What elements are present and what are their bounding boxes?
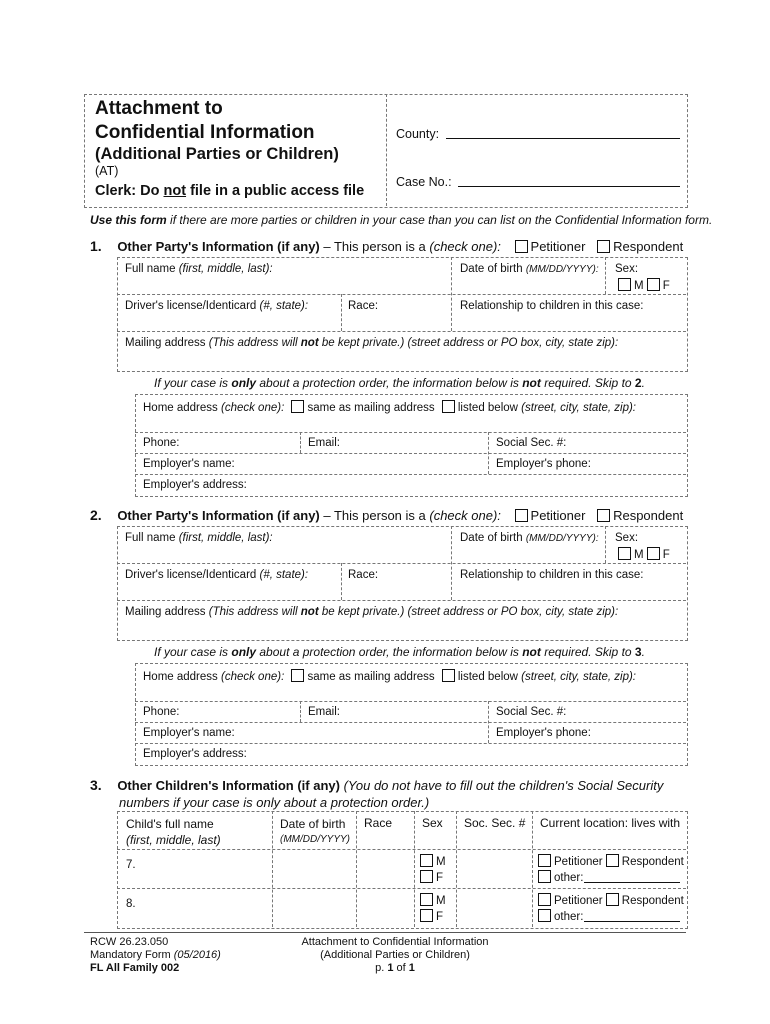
home-label: Home address <box>143 671 221 683</box>
section-3-note-1: (You do not have to fill out the children's Social Security <box>339 778 664 793</box>
child-row-number: 8. <box>126 898 136 910</box>
mailing-a: (This address will <box>208 606 301 618</box>
sex-m-label: M <box>436 856 446 868</box>
full-name-label: Full name <box>125 532 179 544</box>
col-divider <box>341 294 342 331</box>
listed-hint: (street, city, state, zip): <box>521 402 636 414</box>
employer-address-field[interactable]: Employer's address: <box>143 748 247 760</box>
footer-date: (05/2016) <box>173 949 221 961</box>
col-header-dob-2: (MM/DD/YYYY) <box>280 834 350 845</box>
other-label: other: <box>554 872 584 884</box>
sex-f-label: F <box>662 549 670 561</box>
row-divider <box>135 474 686 475</box>
section-2-heading <box>90 507 683 523</box>
case-number-label: Case No.: <box>396 175 452 189</box>
mailing-not: not <box>300 606 319 618</box>
other-label: other: <box>554 911 584 923</box>
sex-f-label: F <box>436 872 444 884</box>
header-divider <box>386 94 387 206</box>
intro-rest: if there are more parties or children in your case than you can list on the Confidential Information form. <box>166 213 713 227</box>
row-divider <box>117 888 686 889</box>
respondent-checkbox[interactable] <box>597 240 610 253</box>
section-2-number: 2. <box>90 507 102 523</box>
sex-m-checkbox[interactable] <box>420 854 433 867</box>
other-checkbox[interactable] <box>538 909 551 922</box>
clerk-pre: Clerk: Do <box>95 183 164 199</box>
same-mailing-label: same as mailing address <box>307 402 435 414</box>
page-number <box>255 962 535 975</box>
license-label: Driver's license/Identicard <box>125 300 260 312</box>
ssn-field[interactable]: Social Sec. #: <box>496 706 567 718</box>
license-hint: (#, state): <box>259 300 309 312</box>
footer-center <box>255 936 535 975</box>
child-sex-options <box>420 854 446 886</box>
row-divider <box>117 600 686 601</box>
col-header-race: Race <box>364 816 393 830</box>
col-divider <box>451 257 452 331</box>
form-code: (AT) <box>95 164 119 178</box>
clerk-post: file in a public access file <box>186 183 365 199</box>
sex-f-label: F <box>436 911 444 923</box>
col-header-dob <box>280 816 350 848</box>
sex-label: Sex: <box>615 263 639 275</box>
mailing-address-field[interactable] <box>125 606 618 618</box>
footer-left <box>90 936 221 975</box>
full-name-hint: (first, middle, last): <box>178 532 273 544</box>
employer-address-field[interactable]: Employer's address: <box>143 479 247 491</box>
sex-m-label: M <box>436 895 446 907</box>
skip-b: about a protection order, the information below is <box>256 645 523 659</box>
listed-hint: (street, city, state, zip): <box>521 671 636 683</box>
full-name-label: Full name <box>125 263 179 275</box>
dob-hint: (MM/DD/YYYY): <box>525 533 599 544</box>
row-divider <box>135 743 686 744</box>
skip-only: only <box>231 645 257 659</box>
sex-m-checkbox[interactable] <box>618 547 631 560</box>
title-line-2: Confidential Information <box>95 122 315 143</box>
col-divider <box>532 811 533 927</box>
mailing-not: not <box>300 337 319 349</box>
email-field[interactable]: Email: <box>308 706 340 718</box>
sex-m-label: M <box>634 280 644 292</box>
footer-center-2: (Additional Parties or Children) <box>320 949 470 961</box>
skip-c: required. Skip to <box>540 645 635 659</box>
col-header-location: Current location: lives with <box>540 816 681 830</box>
skip-target: 2 <box>634 376 642 390</box>
sex-f-checkbox[interactable] <box>420 909 433 922</box>
race-field[interactable]: Race: <box>348 569 379 581</box>
petitioner-checkbox[interactable] <box>538 893 551 906</box>
case-number-field[interactable] <box>458 174 680 187</box>
sex-f-checkbox[interactable] <box>420 870 433 883</box>
col-header-ssn: Soc. Sec. # <box>464 816 526 830</box>
footer-rcw: RCW 26.23.050 <box>90 936 169 948</box>
col-header-dob-1: Date of birth <box>280 817 346 831</box>
col-divider <box>488 701 489 743</box>
same-as-mailing-checkbox[interactable] <box>291 400 304 413</box>
row-divider <box>135 432 686 433</box>
col-divider <box>300 432 301 453</box>
clerk-not: not <box>163 183 187 199</box>
mailing-label: Mailing address <box>125 606 209 618</box>
dob-field[interactable] <box>460 263 599 275</box>
title-line-1: Attachment to <box>95 98 223 119</box>
county-label: County: <box>396 127 440 141</box>
respondent-label: Respondent <box>621 856 684 868</box>
same-mailing-label: same as mailing address <box>307 671 435 683</box>
full-name-hint: (first, middle, last): <box>178 263 273 275</box>
relationship-field[interactable]: Relationship to children in this case: <box>460 569 644 581</box>
skip-a: If your case is <box>154 645 232 659</box>
col-header-name-1: Child's full name <box>126 817 214 831</box>
license-hint: (#, state): <box>259 569 309 581</box>
col-divider <box>451 526 452 600</box>
skip-end: . <box>641 645 645 659</box>
other-field[interactable] <box>584 870 680 883</box>
check-one-label: (check one): <box>429 239 501 254</box>
check-one-label: (check one): <box>429 508 501 523</box>
page-pre: p. <box>375 962 388 974</box>
employer-name-field[interactable]: Employer's name: <box>143 727 235 739</box>
col-divider <box>272 811 273 927</box>
intro-text <box>90 213 712 227</box>
race-field[interactable]: Race: <box>348 300 379 312</box>
skip-note-2 <box>154 645 645 659</box>
col-divider <box>605 257 606 294</box>
other-field[interactable] <box>584 909 680 922</box>
col-divider <box>341 563 342 600</box>
footer-center-1: Attachment to Confidential Information <box>301 936 489 948</box>
skip-not: not <box>522 376 541 390</box>
section-1-number: 1. <box>90 238 102 254</box>
skip-a: If your case is <box>154 376 232 390</box>
license-label: Driver's license/Identicard <box>125 569 260 581</box>
sex-m-label: M <box>634 549 644 561</box>
section-1-lead: – This person is a <box>319 239 430 254</box>
phone-field[interactable]: Phone: <box>143 437 180 449</box>
employer-phone-field[interactable]: Employer's phone: <box>496 458 591 470</box>
mailing-b: be kept private.) (street address or PO box, city, state zip): <box>318 337 619 349</box>
section-2-lead: – This person is a <box>319 508 430 523</box>
row-divider <box>135 701 686 702</box>
county-field[interactable] <box>446 126 680 139</box>
respondent-checkbox[interactable] <box>597 509 610 522</box>
same-as-mailing-checkbox[interactable] <box>291 669 304 682</box>
mailing-b: be kept private.) (street address or PO box, city, state zip): <box>318 606 619 618</box>
skip-target: 3 <box>634 645 642 659</box>
footer-rule <box>84 932 686 933</box>
mailing-a: (This address will <box>208 337 301 349</box>
petitioner-checkbox[interactable] <box>538 854 551 867</box>
col-divider <box>300 701 301 722</box>
col-header-sex: Sex <box>422 816 443 830</box>
page-mid: of <box>393 962 409 974</box>
skip-only: only <box>231 376 257 390</box>
dob-field[interactable] <box>460 532 599 544</box>
listed-below-checkbox[interactable] <box>442 669 455 682</box>
intro-lead: Use this form <box>90 213 167 227</box>
listed-below-label: listed below <box>457 671 522 683</box>
respondent-label: Respondent <box>613 239 684 254</box>
sex-label: Sex: <box>615 532 639 544</box>
sex-f-checkbox[interactable] <box>647 278 660 291</box>
license-field[interactable] <box>125 300 308 312</box>
home-check-hint: (check one): <box>220 671 285 683</box>
ssn-field[interactable]: Social Sec. #: <box>496 437 567 449</box>
sex-f-label: F <box>662 280 670 292</box>
form-subtitle: (Additional Parties or Children) <box>95 145 339 163</box>
form-title <box>95 97 315 145</box>
listed-below-label: listed below <box>457 402 522 414</box>
sex-m-checkbox[interactable] <box>618 278 631 291</box>
footer-mandatory: Mandatory Form <box>90 949 174 961</box>
skip-end: . <box>641 376 645 390</box>
full-name-field[interactable] <box>125 532 273 544</box>
home-address-row <box>143 400 636 414</box>
sex-options <box>618 547 670 561</box>
full-name-field[interactable] <box>125 263 273 275</box>
skip-c: required. Skip to <box>540 376 635 390</box>
row-divider <box>117 331 686 332</box>
child-row-number: 7. <box>126 859 136 871</box>
section-3-heading <box>90 777 663 793</box>
home-address-row <box>143 669 636 683</box>
footer-form-id: FL All Family 002 <box>90 962 180 974</box>
dob-hint: (MM/DD/YYYY): <box>525 264 599 275</box>
sex-m-checkbox[interactable] <box>420 893 433 906</box>
sex-options <box>618 278 670 292</box>
petitioner-checkbox[interactable] <box>515 509 528 522</box>
child-sex-options <box>420 893 446 925</box>
other-checkbox[interactable] <box>538 870 551 883</box>
respondent-checkbox[interactable] <box>606 854 619 867</box>
col-divider <box>456 811 457 927</box>
license-field[interactable] <box>125 569 308 581</box>
mailing-label: Mailing address <box>125 337 209 349</box>
row-divider <box>117 563 686 564</box>
email-field[interactable]: Email: <box>308 437 340 449</box>
petitioner-label: Petitioner <box>554 895 603 907</box>
home-label: Home address <box>143 402 221 414</box>
listed-below-checkbox[interactable] <box>442 400 455 413</box>
skip-b: about a protection order, the information below is <box>256 376 523 390</box>
petitioner-label: Petitioner <box>530 508 586 523</box>
dob-label: Date of birth <box>460 263 526 275</box>
section-1-heading <box>90 238 683 254</box>
clerk-notice <box>95 183 364 199</box>
section-3-note-2: numbers if your case is only about a protection order.) <box>119 795 430 810</box>
employer-phone-field[interactable]: Employer's phone: <box>496 727 591 739</box>
page-current: 1 <box>387 962 394 974</box>
petitioner-label: Petitioner <box>530 239 586 254</box>
col-header-name-2: (first, middle, last) <box>126 833 221 847</box>
petitioner-label: Petitioner <box>554 856 603 868</box>
petitioner-checkbox[interactable] <box>515 240 528 253</box>
skip-note-1 <box>154 376 645 390</box>
skip-not: not <box>522 645 541 659</box>
col-divider <box>605 526 606 563</box>
col-divider <box>356 811 357 927</box>
row-divider <box>117 849 686 850</box>
col-header-name <box>126 816 221 848</box>
relationship-field[interactable]: Relationship to children in this case: <box>460 300 644 312</box>
respondent-checkbox[interactable] <box>606 893 619 906</box>
section-2-title: Other Party's Information (if any) <box>117 508 320 523</box>
employer-name-field[interactable]: Employer's name: <box>143 458 235 470</box>
section-3-number: 3. <box>90 777 102 793</box>
home-check-hint: (check one): <box>220 402 285 414</box>
dob-label: Date of birth <box>460 532 526 544</box>
col-divider <box>414 811 415 927</box>
row-divider <box>117 294 686 295</box>
section-3-title: Other Children's Information (if any) <box>117 778 340 793</box>
sex-f-checkbox[interactable] <box>647 547 660 560</box>
row-divider <box>135 722 686 723</box>
respondent-label: Respondent <box>621 895 684 907</box>
col-divider <box>488 432 489 474</box>
page-total: 1 <box>408 962 415 974</box>
respondent-label: Respondent <box>613 508 684 523</box>
section-1-title: Other Party's Information (if any) <box>117 239 320 254</box>
phone-field[interactable]: Phone: <box>143 706 180 718</box>
row-divider <box>135 453 686 454</box>
mailing-address-field[interactable] <box>125 337 618 349</box>
